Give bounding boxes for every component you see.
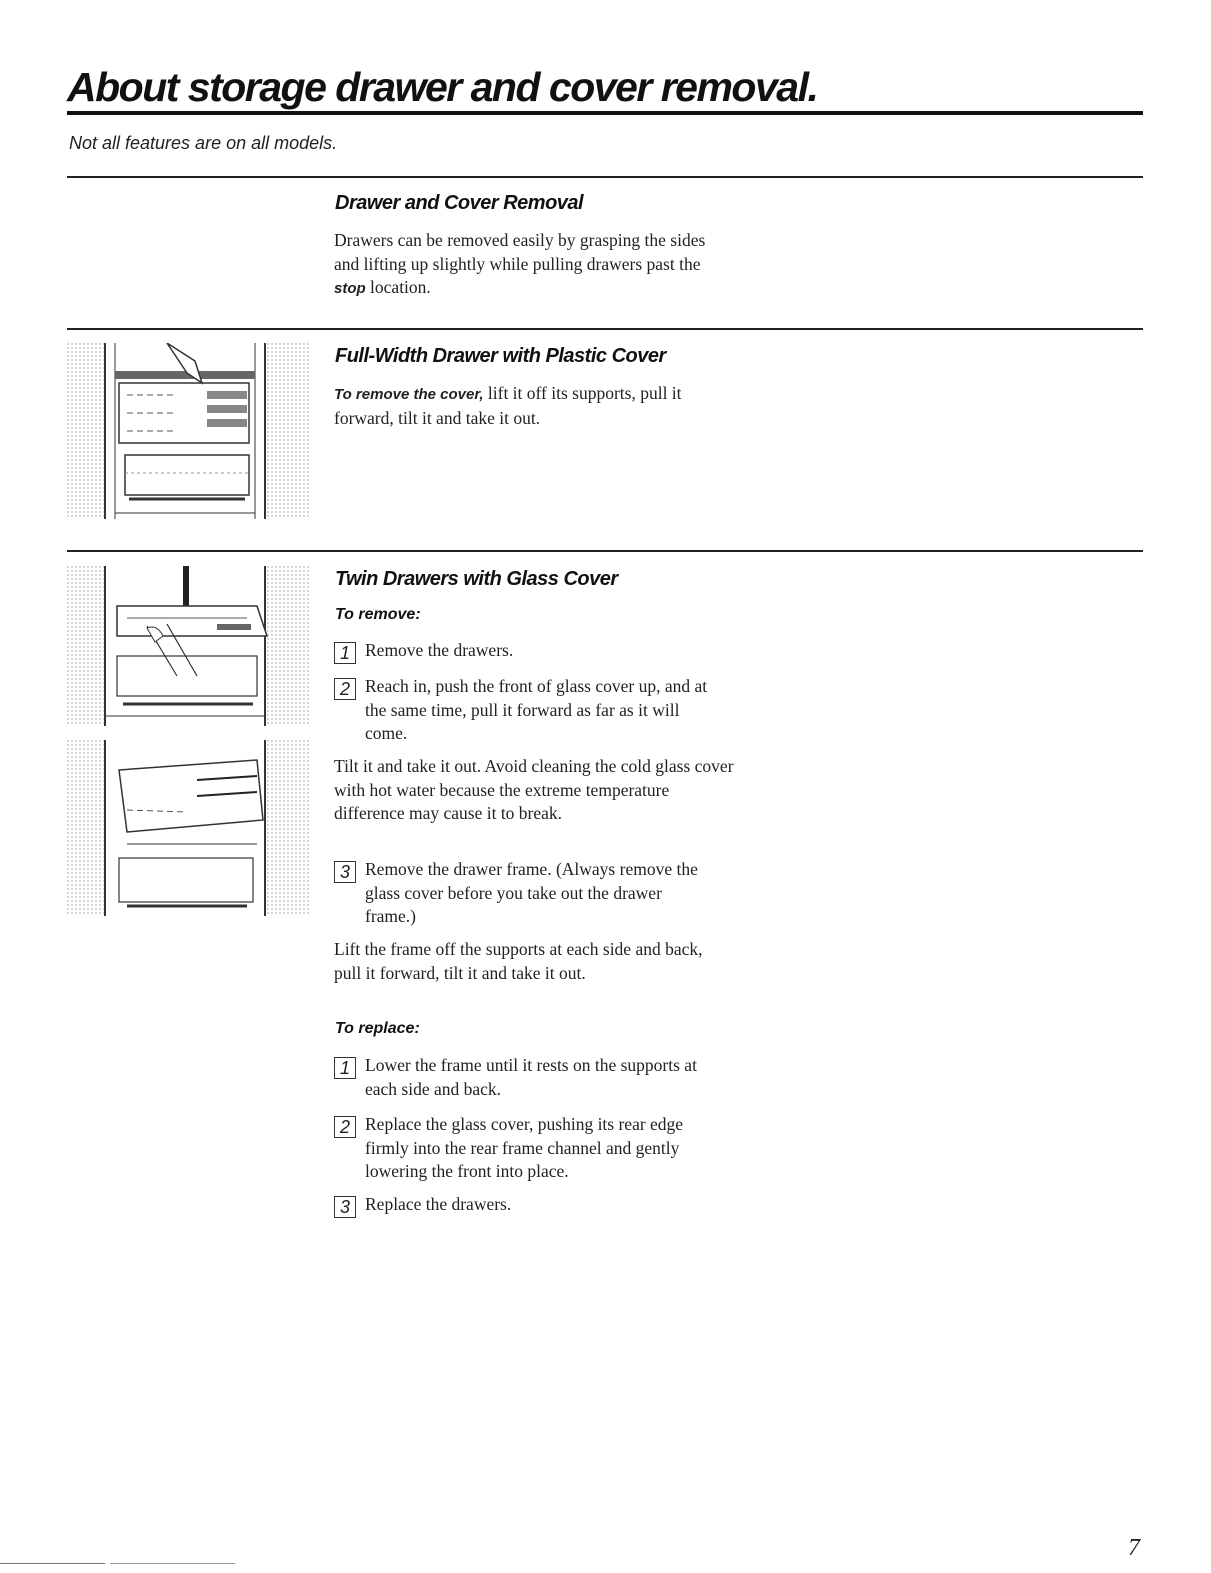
- stop-emphasis: stop: [334, 280, 366, 297]
- remove-step: [334, 858, 714, 929]
- step-text: Remove the drawers.: [365, 640, 514, 660]
- step-number: 3: [334, 1196, 356, 1218]
- section-heading-twin-drawers: Twin Drawers with Glass Cover: [335, 568, 618, 590]
- footer-rule: [110, 1563, 235, 1564]
- replace-subheading: To replace:: [335, 1020, 420, 1037]
- tilt-note: Tilt it and take it out. Avoid cleaning the cold glass cover with hot water because the extreme temperature difference may cause it to break.: [334, 756, 734, 823]
- section-divider: [67, 176, 1143, 178]
- step-text: Replace the glass cover, pushing its rear edge firmly into the rear frame channel and gently lowering the front into place.: [365, 1114, 684, 1181]
- glass-cover-tilt-illustration: [67, 740, 309, 921]
- replace-step: [334, 1113, 729, 1184]
- step-text: Lower the frame until it rests on the supports at each side and back.: [365, 1055, 697, 1099]
- remove-subheading: To remove:: [335, 606, 421, 623]
- full-width-text-body: lift it off its supports, pull it forward, tilt it and take it out.: [334, 383, 682, 428]
- step-text: Replace the drawers.: [365, 1194, 512, 1214]
- full-width-text: [334, 382, 704, 430]
- section-divider: [67, 328, 1143, 330]
- step-number: 2: [334, 1116, 356, 1138]
- drawer-removal-text-a: Drawers can be removed easily by grasping the sides and lifting up slightly while pulling drawers past the: [334, 230, 706, 274]
- footer-rule: [0, 1563, 105, 1564]
- page-number: 7: [1128, 1535, 1140, 1561]
- drawer-plastic-cover-illustration: [67, 343, 309, 524]
- remove-step: [334, 639, 734, 663]
- drawer-removal-text-b: location.: [365, 277, 431, 297]
- page-title: About storage drawer and cover removal.: [67, 64, 818, 110]
- drawer-removal-text: [334, 229, 724, 301]
- replace-step: [334, 1193, 734, 1217]
- step-number: 2: [334, 678, 356, 700]
- twin-drawers-glass-cover-illustration: [67, 566, 309, 731]
- remove-cover-emphasis: To remove the cover,: [334, 386, 484, 403]
- title-rule: [67, 111, 1143, 115]
- remove-step: [334, 675, 724, 746]
- step-number: 3: [334, 861, 356, 883]
- step-text: Reach in, push the front of glass cover up, and at the same time, pull it forward as far as it will come.: [365, 676, 708, 743]
- section-heading-full-width: Full-Width Drawer with Plastic Cover: [335, 345, 666, 367]
- step-number: 1: [334, 1057, 356, 1079]
- lift-note: Lift the frame off the supports at each side and back, pull it forward, tilt it and take it out.: [334, 939, 703, 983]
- page-subtitle: Not all features are on all models.: [69, 133, 338, 153]
- section-divider: [67, 550, 1143, 552]
- replace-step: [334, 1054, 704, 1101]
- step-text: Remove the drawer frame. (Always remove the glass cover before you take out the drawer frame.): [365, 859, 698, 926]
- step-number: 1: [334, 642, 356, 664]
- section-heading-drawer-removal: Drawer and Cover Removal: [335, 192, 584, 214]
